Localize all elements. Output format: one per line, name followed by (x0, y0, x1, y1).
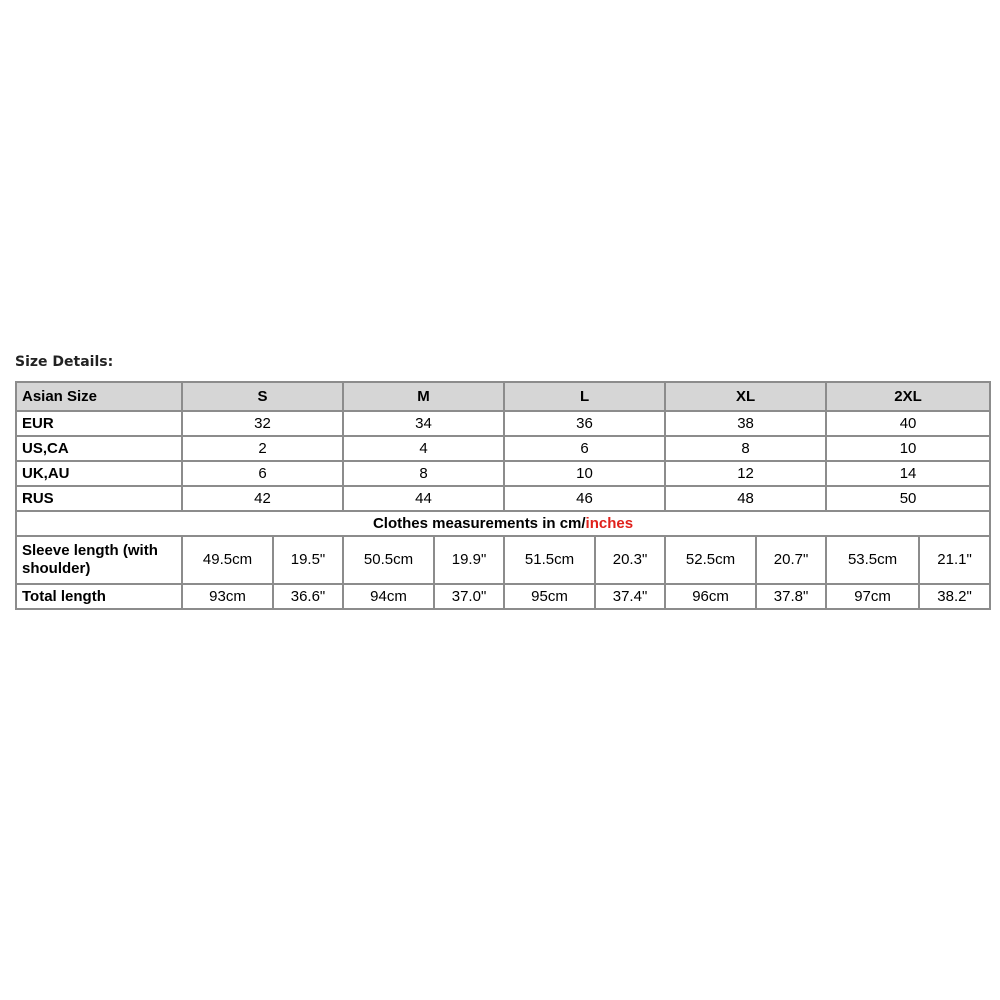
table-cell: 6 (504, 436, 665, 461)
table-cell: 46 (504, 486, 665, 511)
header-label: Asian Size (16, 382, 182, 411)
table-cell: 96cm (665, 584, 756, 609)
table-cell: 8 (343, 461, 504, 486)
size-header: L (504, 382, 665, 411)
measurements-title-row (16, 511, 990, 536)
table-cell: 2 (182, 436, 343, 461)
table-cell: 50.5cm (343, 536, 434, 584)
table-cell: 42 (182, 486, 343, 511)
size-header: M (343, 382, 504, 411)
table-cell: 95cm (504, 584, 595, 609)
table-cell: 36.6" (273, 584, 343, 609)
size-details-title: Size Details: (15, 354, 114, 370)
size-header: 2XL (826, 382, 990, 411)
row-label: Total length (16, 584, 182, 609)
table-row (16, 486, 990, 511)
size-chart-table (15, 381, 991, 610)
table-cell: 14 (826, 461, 990, 486)
table-row (16, 411, 990, 436)
table-cell: 38 (665, 411, 826, 436)
table-cell: 50 (826, 486, 990, 511)
measurements-title-highlight: inches (585, 514, 634, 532)
table-cell: 48 (665, 486, 826, 511)
table-row (16, 536, 990, 584)
table-cell: 53.5cm (826, 536, 919, 584)
table-cell: 97cm (826, 584, 919, 609)
table-cell: 51.5cm (504, 536, 595, 584)
size-header: S (182, 382, 343, 411)
table-cell: 37.8" (756, 584, 826, 609)
table-cell: 34 (343, 411, 504, 436)
table-cell: 20.7" (756, 536, 826, 584)
table-cell: 20.3" (595, 536, 665, 584)
table-cell: 94cm (343, 584, 434, 609)
table-cell: 40 (826, 411, 990, 436)
size-header: XL (665, 382, 826, 411)
measurements-title-prefix: Clothes measurements in cm/ (372, 514, 586, 532)
table-cell: 38.2" (919, 584, 990, 609)
table-cell: 21.1" (919, 536, 990, 584)
table-cell: 49.5cm (182, 536, 273, 584)
measurements-title (16, 511, 990, 536)
table-cell: 10 (826, 436, 990, 461)
row-label: EUR (16, 411, 182, 436)
table-cell: 52.5cm (665, 536, 756, 584)
table-cell: 10 (504, 461, 665, 486)
table-cell: 8 (665, 436, 826, 461)
table-cell: 6 (182, 461, 343, 486)
table-row (16, 584, 990, 609)
table-cell: 12 (665, 461, 826, 486)
table-row (16, 461, 990, 486)
table-row (16, 436, 990, 461)
table-cell: 37.0" (434, 584, 504, 609)
table-header-row (16, 382, 990, 411)
table-cell: 44 (343, 486, 504, 511)
table-cell: 37.4" (595, 584, 665, 609)
table-cell: 32 (182, 411, 343, 436)
table-cell: 19.9" (434, 536, 504, 584)
row-label: UK,AU (16, 461, 182, 486)
table-cell: 93cm (182, 584, 273, 609)
row-label: Sleeve length (with shoulder) (16, 536, 182, 584)
row-label: RUS (16, 486, 182, 511)
row-label: US,CA (16, 436, 182, 461)
table-cell: 36 (504, 411, 665, 436)
table-cell: 4 (343, 436, 504, 461)
table-cell: 19.5" (273, 536, 343, 584)
